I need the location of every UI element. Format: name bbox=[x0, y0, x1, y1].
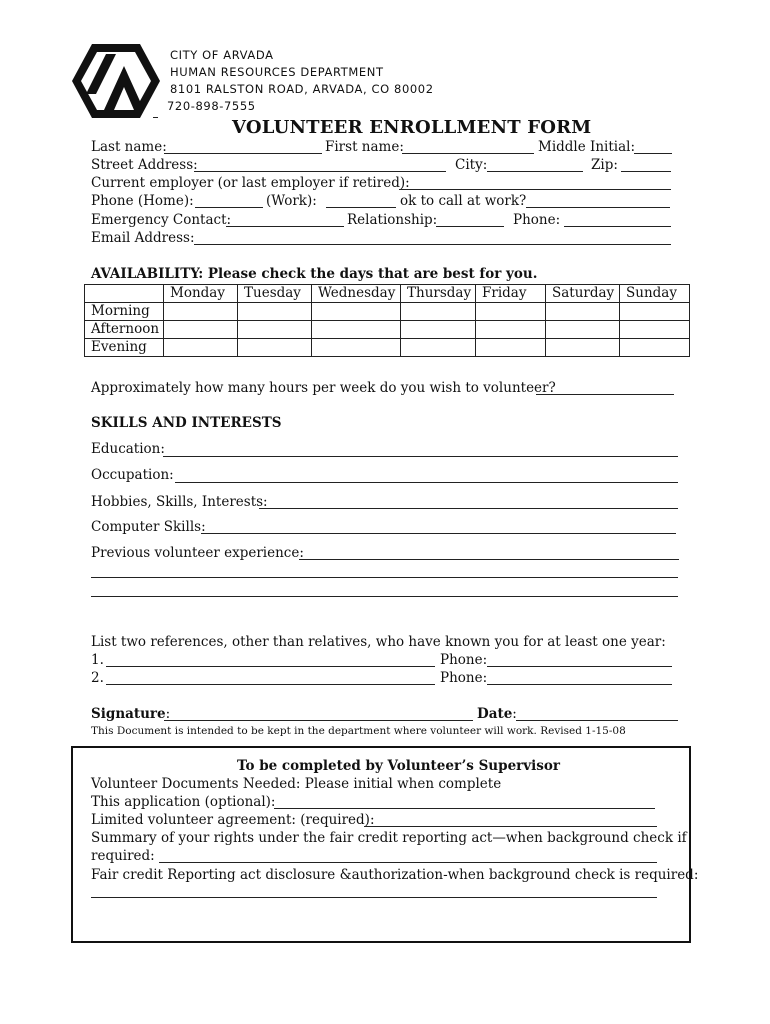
day-tuesday: Tuesday bbox=[238, 285, 312, 303]
phone-home-label: Phone (Home): bbox=[91, 193, 194, 209]
phone-work-label: (Work): bbox=[266, 193, 317, 209]
reference-2-name-field[interactable] bbox=[106, 684, 435, 685]
check-cell[interactable] bbox=[401, 321, 476, 339]
form-title: VOLUNTEER ENROLLMENT FORM bbox=[232, 117, 592, 138]
ok-call-work-field[interactable] bbox=[526, 207, 670, 208]
day-wednesday: Wednesday bbox=[312, 285, 401, 303]
emergency-contact-field[interactable] bbox=[226, 226, 344, 227]
current-employer-field[interactable] bbox=[399, 189, 671, 190]
city-logo bbox=[70, 42, 162, 120]
disclosure-label: Fair credit Reporting act disclosure &authorization-when background check is required: bbox=[91, 867, 699, 883]
summary-initial-field[interactable] bbox=[159, 862, 657, 863]
corner-cell bbox=[85, 285, 164, 303]
summary-label-line2: required: bbox=[91, 848, 155, 864]
check-cell[interactable] bbox=[620, 339, 690, 357]
disclosure-initial-field[interactable] bbox=[91, 897, 657, 898]
relationship-label: Relationship: bbox=[347, 212, 438, 228]
emergency-contact-label: Emergency Contact: bbox=[91, 212, 232, 228]
reference-1-number: 1. bbox=[91, 652, 104, 668]
application-initial-field[interactable] bbox=[274, 808, 655, 809]
first-name-field[interactable] bbox=[402, 153, 534, 154]
signature-label: Signature bbox=[91, 706, 166, 722]
reference-2-phone-field[interactable] bbox=[487, 684, 672, 685]
date-label-wrap bbox=[477, 706, 517, 722]
last-name-label: Last name: bbox=[91, 139, 167, 155]
city-field[interactable] bbox=[487, 171, 583, 172]
agreement-label: Limited volunteer agreement: (required): bbox=[91, 812, 375, 828]
street-address-field[interactable] bbox=[194, 171, 446, 172]
org-phone: 720-898-7555 bbox=[167, 99, 256, 113]
zip-field[interactable] bbox=[621, 171, 671, 172]
reference-2-phone-label: Phone: bbox=[440, 670, 488, 686]
phone-home-field[interactable] bbox=[195, 207, 263, 208]
docs-needed-text: Volunteer Documents Needed: Please initial when complete bbox=[91, 776, 502, 792]
application-label: This application (optional): bbox=[91, 794, 276, 810]
check-cell[interactable] bbox=[312, 303, 401, 321]
check-cell[interactable] bbox=[620, 303, 690, 321]
signature-field[interactable] bbox=[164, 720, 473, 721]
availability-header-row bbox=[85, 285, 690, 303]
middle-initial-label: Middle Initial: bbox=[538, 139, 636, 155]
document-note: This Document is intended to be kept in the department where volunteer will work. Revised 1-15-08 bbox=[91, 725, 626, 737]
check-cell[interactable] bbox=[546, 303, 620, 321]
check-cell[interactable] bbox=[312, 339, 401, 357]
check-cell[interactable] bbox=[620, 321, 690, 339]
period-morning: Morning bbox=[85, 303, 164, 321]
check-cell[interactable] bbox=[164, 303, 238, 321]
emergency-phone-label: Phone: bbox=[513, 212, 561, 228]
check-cell[interactable] bbox=[546, 339, 620, 357]
day-saturday: Saturday bbox=[546, 285, 620, 303]
check-cell[interactable] bbox=[476, 303, 546, 321]
hobbies-label: Hobbies, Skills, Interests: bbox=[91, 494, 268, 510]
org-line-3: 8101 RALSTON ROAD, ARVADA, CO 80002 bbox=[170, 82, 434, 96]
relationship-field[interactable] bbox=[436, 226, 504, 227]
occupation-label: Occupation: bbox=[91, 467, 174, 483]
availability-row-evening bbox=[85, 339, 690, 357]
computer-skills-field[interactable] bbox=[201, 533, 676, 534]
availability-table bbox=[84, 284, 690, 357]
skills-heading: SKILLS AND INTERESTS bbox=[91, 415, 282, 431]
previous-experience-field[interactable] bbox=[299, 559, 679, 560]
period-afternoon: Afternoon bbox=[85, 321, 164, 339]
day-monday: Monday bbox=[164, 285, 238, 303]
reference-1-name-field[interactable] bbox=[106, 666, 435, 667]
check-cell[interactable] bbox=[164, 321, 238, 339]
email-field[interactable] bbox=[194, 244, 671, 245]
previous-experience-line-3[interactable] bbox=[91, 596, 678, 597]
check-cell[interactable] bbox=[164, 339, 238, 357]
signature-label-wrap bbox=[91, 706, 170, 722]
check-cell[interactable] bbox=[238, 339, 312, 357]
previous-experience-line-2[interactable] bbox=[91, 577, 678, 578]
date-field[interactable] bbox=[516, 720, 678, 721]
supervisor-heading: To be completed by Volunteer’s Supervisor bbox=[237, 758, 560, 774]
date-colon: : bbox=[512, 706, 517, 722]
check-cell[interactable] bbox=[401, 339, 476, 357]
occupation-field[interactable] bbox=[175, 482, 678, 483]
previous-experience-label: Previous volunteer experience: bbox=[91, 545, 304, 561]
check-cell[interactable] bbox=[238, 303, 312, 321]
check-cell[interactable] bbox=[401, 303, 476, 321]
availability-row-afternoon bbox=[85, 321, 690, 339]
availability-heading: AVAILABILITY: Please check the days that are best for you. bbox=[91, 266, 538, 282]
check-cell[interactable] bbox=[546, 321, 620, 339]
day-sunday: Sunday bbox=[620, 285, 690, 303]
logo-dash bbox=[153, 117, 158, 118]
street-address-label: Street Address: bbox=[91, 157, 198, 173]
middle-initial-field[interactable] bbox=[634, 153, 672, 154]
last-name-field[interactable] bbox=[164, 153, 322, 154]
zip-label: Zip: bbox=[591, 157, 618, 173]
reference-2-number: 2. bbox=[91, 670, 104, 686]
date-label: Date bbox=[477, 706, 513, 722]
hobbies-field[interactable] bbox=[259, 508, 678, 509]
period-evening: Evening bbox=[85, 339, 164, 357]
computer-skills-label: Computer Skills: bbox=[91, 519, 206, 535]
first-name-label: First name: bbox=[325, 139, 404, 155]
org-line-1: CITY OF ARVADA bbox=[170, 48, 274, 62]
availability-row-morning bbox=[85, 303, 690, 321]
city-label: City: bbox=[455, 157, 488, 173]
check-cell[interactable] bbox=[476, 339, 546, 357]
ok-call-work-label: ok to call at work? bbox=[400, 193, 527, 209]
hours-field[interactable] bbox=[536, 394, 674, 395]
check-cell[interactable] bbox=[476, 321, 546, 339]
hours-question: Approximately how many hours per week do you wish to volunteer? bbox=[91, 380, 556, 396]
day-friday: Friday bbox=[476, 285, 546, 303]
phone-work-field[interactable] bbox=[326, 207, 396, 208]
signature-colon: : bbox=[165, 706, 171, 722]
check-cell[interactable] bbox=[238, 321, 312, 339]
day-thursday: Thursday bbox=[401, 285, 476, 303]
education-field[interactable] bbox=[163, 456, 678, 457]
reference-1-phone-label: Phone: bbox=[440, 652, 488, 668]
current-employer-label: Current employer (or last employer if retired): bbox=[91, 175, 410, 191]
email-label: Email Address: bbox=[91, 230, 195, 246]
references-intro: List two references, other than relatives, who have known you for at least one year: bbox=[91, 634, 666, 650]
check-cell[interactable] bbox=[312, 321, 401, 339]
summary-label-line1: Summary of your rights under the fair credit reporting act—when background check if bbox=[91, 830, 687, 846]
education-label: Education: bbox=[91, 441, 165, 457]
emergency-phone-field[interactable] bbox=[564, 226, 671, 227]
reference-1-phone-field[interactable] bbox=[487, 666, 672, 667]
agreement-initial-field[interactable] bbox=[364, 826, 657, 827]
org-line-2: HUMAN RESOURCES DEPARTMENT bbox=[170, 65, 384, 79]
